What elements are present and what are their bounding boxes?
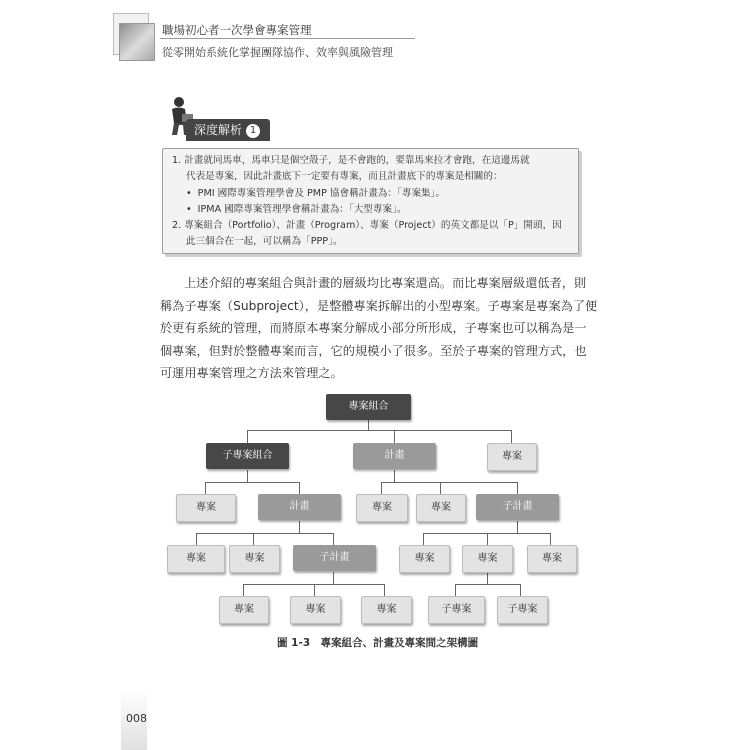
deep-analysis-label: 深度解析	[194, 123, 243, 137]
paragraph-line: 於更有系統的管理，而將原本專案分解成小部分所形成，子專案也可以稱為是一	[160, 321, 587, 336]
paragraph-line: 上述介紹的專案組合與計畫的層級均比專案還高。而比專案層級還低者，則	[184, 276, 587, 290]
connector	[520, 584, 521, 596]
connector	[247, 470, 248, 482]
connector	[487, 572, 488, 584]
connector	[243, 584, 244, 596]
connector	[517, 482, 518, 494]
connector	[517, 521, 518, 533]
connector	[247, 430, 248, 443]
connector	[299, 521, 300, 533]
connector	[333, 533, 334, 545]
node-project: 專案	[487, 443, 537, 471]
connector	[196, 533, 197, 545]
header-photo	[119, 23, 155, 61]
paragraph-line: 稱為子專案（Subproject），是整體專案拆解出的小型專案。子專案是專案為了便	[160, 298, 598, 313]
node-subproject: 子專案	[428, 596, 485, 624]
connector	[196, 533, 334, 534]
connector	[511, 430, 512, 443]
node-subprogram: 子計畫	[476, 494, 559, 520]
connector	[550, 533, 551, 545]
connector	[247, 430, 512, 431]
deep-analysis-line: 2. 專案組合（Portfolio）、計畫（Program）、專案（Project）的英文都是以「P」開頭，因	[172, 220, 562, 232]
node-subproject: 子專案	[497, 596, 548, 624]
node-project: 專案	[219, 596, 269, 624]
header-divider	[160, 38, 415, 39]
node-program: 計畫	[258, 494, 341, 520]
node-subprogram: 子計畫	[293, 545, 376, 571]
node-project: 專案	[290, 596, 341, 624]
deep-analysis-bullet: • PMI 國際專案管理學會及 PMP 協會稱計畫為：「專案集」。	[172, 186, 572, 202]
connector	[455, 584, 456, 596]
connector	[394, 430, 395, 443]
connector	[253, 533, 254, 545]
connector	[440, 482, 441, 494]
connector	[455, 584, 521, 585]
paragraph-line: 可運用專案管理之方法來管理之。	[160, 366, 343, 381]
connector	[368, 420, 369, 430]
deep-analysis-number: 1	[246, 124, 260, 138]
page-number: 008	[126, 712, 147, 725]
node-project: 專案	[167, 545, 225, 573]
deep-analysis-tab	[186, 119, 270, 141]
node-project: 專案	[527, 545, 577, 573]
connector	[487, 533, 488, 545]
connector	[299, 482, 300, 494]
deep-analysis-text	[172, 153, 572, 251]
node-project: 專案	[356, 494, 408, 522]
node-project: 專案	[361, 596, 412, 624]
connector	[314, 584, 315, 596]
body-paragraph	[160, 272, 598, 385]
node-project: 專案	[416, 494, 466, 522]
node-project: 專案	[462, 545, 513, 573]
paragraph-line: 個專案，但對於整體專案而言，它的規模小了很多。至於子專案的管理方式，也	[160, 343, 587, 358]
node-project: 專案	[229, 545, 280, 573]
book-subtitle: 從零開始系統化掌握團隊協作、效率與風險管理	[162, 46, 393, 59]
deep-analysis-bullet: • IPMA 國際專案管理學會稱計畫為：「大型專案」。	[172, 202, 572, 218]
node-project: 專案	[399, 545, 450, 573]
deep-analysis-line: 1. 計畫就同馬車，馬車只是個空殼子，是不會跑的，要靠馬來拉才會跑，在這邊馬就	[172, 155, 530, 166]
connector	[381, 482, 382, 494]
connector	[205, 482, 206, 494]
node-sub-portfolio: 子專案組合	[206, 443, 289, 469]
node-portfolio: 專案組合	[326, 394, 411, 420]
connector	[333, 572, 334, 584]
book-title: 職場初心者一次學會專案管理	[162, 23, 312, 37]
deep-analysis-line: 此三個合在一起，可以稱為「PPP」。	[186, 236, 343, 248]
deep-analysis-line: 代表是專案，因此計畫底下一定要有專案，而且計畫底下的專案是相關的：	[186, 171, 503, 183]
connector	[381, 482, 518, 483]
node-project: 專案	[176, 494, 236, 522]
connector	[205, 482, 300, 483]
connector	[384, 584, 385, 596]
node-program: 計畫	[353, 443, 436, 469]
connector	[394, 470, 395, 482]
connector	[423, 533, 424, 545]
figure-caption: 圖 1-3 專案組合、計畫及專案間之架構圖	[277, 637, 479, 649]
